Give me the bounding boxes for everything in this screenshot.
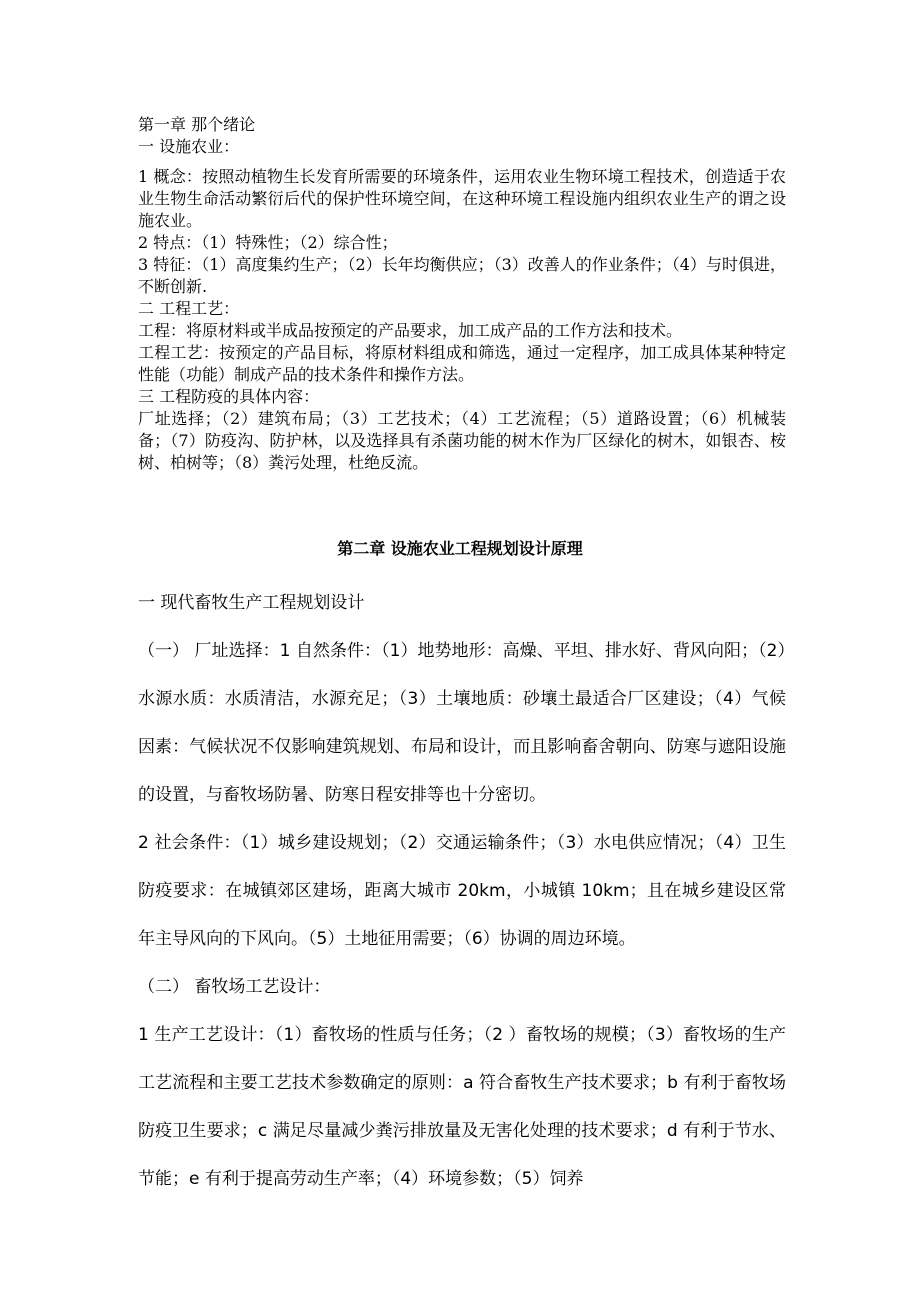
chapter1-section2-heading: 二 工程工艺： (138, 299, 240, 318)
chapter1-item2-features: 2 特点：（1）特殊性；（2）综合性； (138, 233, 398, 252)
chapter1-process-definition: 工程工艺：按预定的产品目标，将原材料组成和筛选，通过一定程序，加工成具体某种特定性能（功能）制成产品的技术条件和操作方法。 (138, 343, 786, 384)
chapter1-section3-heading: 三 工程防疫的具体内容： (138, 387, 320, 406)
chapter2-title: 第二章 设施农业工程规划设计原理 (337, 539, 583, 558)
chapter2-section1-heading: 一 现代畜牧生产工程规划设计 (138, 593, 365, 613)
chapter1-item1-concept: 1 概念：按照动植物生长发育所需要的环境条件，运用农业生物环境工程技术，创造适于农业生物生命活动繁衍后代的保护性环境空间，在这种环境工程设施内组织农业生产的谓之设施农业。 (138, 167, 786, 230)
chapter1-engineering-definition: 工程：将原材料或半成品按预定的产品要求，加工成产品的工作方法和技术。 (138, 321, 683, 340)
chapter1-section1-heading: 一 设施农业： (138, 137, 240, 156)
chapter1-section3-content: 厂址选择；（2）建筑布局；（3）工艺技术；（4）工艺流程；（5）道路设置；（6）机械装备；（7）防疫沟、防护林，以及选择具有杀菌功能的树木作为厂区绿化的树木，如银杏、桉树、柏树等；（8）粪污处理，杜绝反流。 (138, 409, 786, 472)
chapter2-social-conditions: 2 社会条件：（1）城乡建设规划；（2）交通运输条件；（3）水电供应情况；（4）卫生防疫要求：在城镇郊区建场，距离大城市 20km，小城镇 10km；且在城乡建设区常年主导风向的下风向。（5）土地征用需要；（6）协调的周边环境。 (138, 833, 786, 949)
chapter1-block (138, 114, 786, 474)
chapter2-production-process: 1 生产工艺设计：（1）畜牧场的性质与任务；（2 ）畜牧场的规模；（3）畜牧场的生产工艺流程和主要工艺技术参数确定的原则：a 符合畜牧生产技术要求；b 有利于畜牧场防疫卫生要求；c 满足尽量减少粪污排放量及无害化处理的技术要求；d 有利于节水、节能；e 有利于提高劳动生产率；（4）环境参数；（5）饲养 (138, 1025, 786, 1189)
chapter1-item3-characteristics: 3 特征：（1）高度集约生产；（2）长年均衡供应；（3）改善人的作业条件；（4）与时俱进，不断创新. (138, 255, 786, 296)
chapter2-process-design-heading: （二） 畜牧场工艺设计： (138, 977, 331, 997)
chapter2-site-selection: （一） 厂址选择：1 自然条件：（1）地势地形：高燥、平坦、排水好、背风向阳；（2）水源水质：水质清洁，水源充足；（3）土壤地质：砂壤土最适合厂区建设；（4）气候因素：气候状况不仅影响建筑规划、布局和设计，而且影响畜舍朝向、防寒与遮阳设施的设置，与畜牧场防暑、防寒日程安排等也十分密切。 (138, 641, 786, 805)
chapter1-title: 第一章 那个绪论 (138, 115, 256, 134)
chapter2-block (138, 579, 786, 1203)
